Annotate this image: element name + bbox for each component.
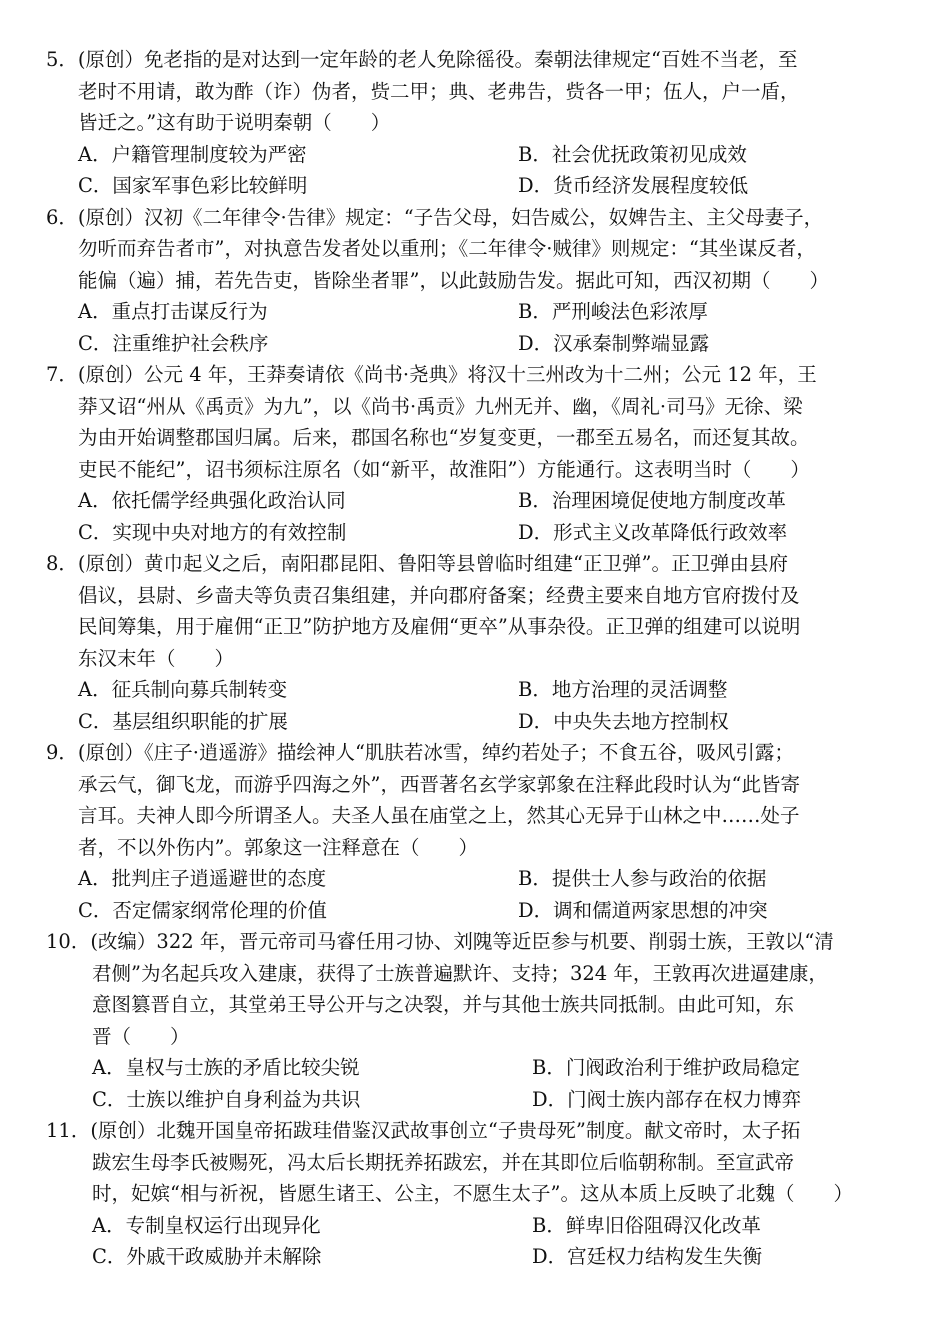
question-stem-line: 能偏（遍）捕，若先告吏，皆除坐者罪”，以此鼓励告发。据此可知，西汉初期（ ） <box>78 268 829 292</box>
question-stem-line: 9．(原创）《庄子·逍遥游》描绘神人“肌肤若冰雪，绰约若处子；不食五谷，吸风引露； <box>46 741 794 764</box>
question-stem-line: 者，不以外伤内”。郭象这一注释意在（ ） <box>78 835 478 859</box>
question-stem-line: 倡议，县尉、乡啬夫等负责召集组建，并向郡府备案；经费主要来自地方官府拨付及 <box>78 583 800 607</box>
option-b[interactable]: B．社会优抚政策初见成效 <box>518 142 747 166</box>
option-a[interactable]: A．重点打击谋反行为 <box>78 300 268 323</box>
question-stem-line: 莽又诏“州从《禹贡》为九”，以《尚书·禹贡》九州无并、幽，《周礼·司马》无徐、梁 <box>78 394 803 418</box>
option-d[interactable]: D．宫廷权力结构发生失衡 <box>532 1245 763 1268</box>
question-stem-line: 老时不用请，敢为酢（诈）伪者，赀二甲；典、老弗告，赀各一甲；伍人，户一盾， <box>78 79 800 103</box>
option-c[interactable]: C．注重维护社会秩序 <box>78 331 269 355</box>
option-b[interactable]: B．严刑峻法色彩浓厚 <box>518 300 708 323</box>
question-stem-line: 跋宏生母李氏被赐死，冯太后长期抚养拓跋宏，并在其即位后临朝称制。至宣武帝 <box>92 1150 795 1174</box>
option-a[interactable]: A．征兵制向募兵制转变 <box>78 678 288 701</box>
option-a[interactable]: A．户籍管理制度较为严密 <box>78 142 307 166</box>
option-c[interactable]: C．士族以维护自身利益为共识 <box>92 1087 361 1111</box>
question-stem-line: 为由开始调整郡国归属。后来，郡国名称也“岁复变更，一郡至五易名，而还复其故。 <box>78 426 810 449</box>
question-stem-line: 5．(原创）免老指的是对达到一定年龄的老人免除徭役。秦朝法律规定“百姓不当老，至 <box>46 48 798 71</box>
question-stem-line: 民间筹集，用于雇佣“正卫”防护地方及雇佣“更卒”从事杂役。正卫弹的组建可以说明 <box>78 615 801 638</box>
option-a[interactable]: A．依托儒学经典强化政治认同 <box>78 489 346 512</box>
question-stem-line: 6．(原创）汉初《二年律令·告律》规定：“子告父母，妇告威公，奴婢告主、主父母妻子， <box>46 205 824 229</box>
question-stem-line: 君侧”为名起兵攻入建康，获得了士族普遍默许、支持；324 年，王敦再次进逼建康， <box>92 961 828 985</box>
option-c[interactable]: C．基层组织职能的扩展 <box>78 709 288 733</box>
question-7 <box>46 359 870 548</box>
option-c[interactable]: C．否定儒家纲常伦理的价值 <box>78 898 327 922</box>
option-d[interactable]: D．汉承秦制弊端显露 <box>518 331 710 355</box>
question-11 <box>46 1115 870 1273</box>
answer-options <box>46 485 870 548</box>
option-b[interactable]: B．鲜卑旧俗阻碍汉化改革 <box>532 1213 761 1237</box>
option-d[interactable]: D．调和儒道两家思想的冲突 <box>518 898 768 922</box>
option-d[interactable]: D．货币经济发展程度较低 <box>518 174 749 197</box>
option-b[interactable]: B．地方治理的灵活调整 <box>518 678 728 701</box>
answer-options <box>46 296 870 359</box>
question-stem-line: 皆迁之。”这有助于说明秦朝（ ） <box>78 111 391 134</box>
option-c[interactable]: C．国家军事色彩比较鲜明 <box>78 174 308 197</box>
question-6 <box>46 202 870 360</box>
answer-options <box>46 1052 870 1115</box>
question-9 <box>46 737 870 926</box>
question-stem-line: 晋（ ） <box>92 1024 190 1048</box>
question-stem-line: 勿听而弃告者市”，对执意告发者处以重刑；《二年律令·贼律》则规定：“其坐谋反者， <box>78 237 816 260</box>
option-b[interactable]: B．提供士人参与政治的依据 <box>518 867 767 890</box>
question-stem-line: 意图篡晋自立，其堂弟王导公开与之决裂，并与其他士族共同抵制。由此可知，东 <box>92 993 795 1016</box>
answer-options <box>46 1210 870 1273</box>
option-d[interactable]: D．中央失去地方控制权 <box>518 709 729 733</box>
question-stem-line: 时，妃嫔“相与祈祝，皆愿生诸王、公主，不愿生太子”。这从本质上反映了北魏（ ） <box>92 1182 853 1205</box>
question-8 <box>46 548 870 737</box>
option-b[interactable]: B．治理困境促使地方制度改革 <box>518 489 786 512</box>
option-a[interactable]: A．皇权与士族的矛盾比较尖锐 <box>92 1056 360 1079</box>
option-a[interactable]: A．专制皇权运行出现异化 <box>92 1213 321 1237</box>
question-stem-line: 承云气，御飞龙，而游乎四海之外”，西晋著名玄学家郭象在注释此段时认为“此皆寄 <box>78 772 800 796</box>
question-stem-line: 东汉末年（ ） <box>78 646 235 670</box>
option-c[interactable]: C．实现中央对地方的有效控制 <box>78 520 347 544</box>
question-10 <box>46 926 870 1115</box>
question-stem-line: 7．(原创）公元 4 年，王莽奏请依《尚书·尧典》将汉十三州改为十二州；公元 12 年，王 <box>46 363 817 386</box>
question-stem-line: 吏民不能纪”，诏书须标注原名（如“新平，故淮阳”）方能通行。这表明当时（ ） <box>78 457 810 481</box>
answer-options <box>46 674 870 737</box>
question-stem-line: 8．(原创）黄巾起义之后，南阳郡昆阳、鲁阳等县曾临时组建“正卫弹”。正卫弹由县府 <box>46 552 788 575</box>
question-stem-line: 10．(改编）322 年，晋元帝司马睿任用刁协、刘隗等近臣参与机要、削弱士族，王敦以“清 <box>46 930 834 953</box>
answer-options <box>46 863 870 926</box>
option-d[interactable]: D．门阀士族内部存在权力博弈 <box>532 1087 802 1111</box>
question-stem-line: 11．(原创）北魏开国皇帝拓跋珪借鉴汉武故事创立“子贵母死”制度。献文帝时，太子拓 <box>46 1119 801 1142</box>
answer-options <box>46 139 870 202</box>
option-c[interactable]: C．外戚干政威胁并未解除 <box>92 1245 322 1268</box>
option-d[interactable]: D．形式主义改革降低行政效率 <box>518 520 788 544</box>
question-stem-line: 言耳。夫神人即今所谓圣人。夫圣人虽在庙堂之上，然其心无异于山林之中……处子 <box>78 804 800 827</box>
option-a[interactable]: A．批判庄子逍遥避世的态度 <box>78 867 327 890</box>
option-b[interactable]: B．门阀政治利于维护政局稳定 <box>532 1056 800 1079</box>
question-5 <box>46 44 870 202</box>
